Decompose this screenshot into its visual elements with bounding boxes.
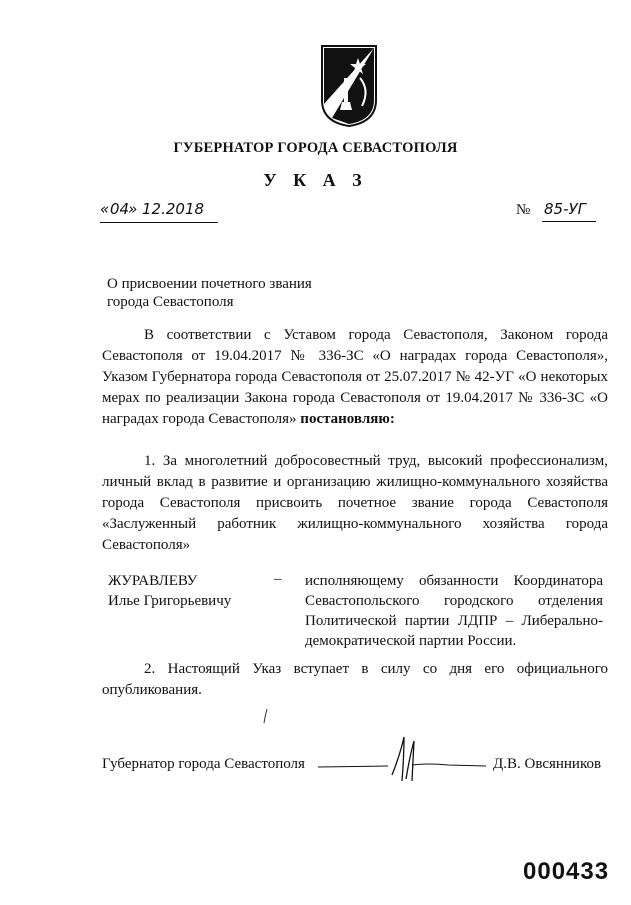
signatory-title: Губернатор города Севастополя: [102, 756, 305, 772]
awardee-role: исполняющему обязанности Координатора Севастопольского городского отделения Политической партии ЛДПР – Либерально-демократической партии России.: [305, 573, 603, 649]
preamble-text: В соответствии с Уставом города Севастополя, Законом города Севастополя от 19.04.2017 № 336-ЗС «О наградах города Севастополя», Указом Губернатора города Севастополя от 25.07.2017 № 42-УГ «О некоторых мерах по реализации Закона города Севастополя от 19.04.2017 № 336-ЗС «О наградах города Севастополя»: [102, 327, 608, 427]
form-serial-number: 000433: [523, 858, 610, 885]
preamble-paragraph: [102, 325, 608, 430]
number-value: 85-УГ: [544, 200, 586, 218]
awardee-dash: –: [274, 571, 282, 587]
document-number: [516, 200, 596, 222]
date-open-quote: «: [100, 200, 110, 218]
awardee-name: [108, 571, 231, 611]
issuer-title: ГУБЕРНАТОР ГОРОДА СЕВАСТОПОЛЯ: [173, 140, 458, 156]
subject-line-2: города Севастополя: [107, 294, 234, 310]
subject-line-1: О присвоении почетного звания: [107, 276, 312, 292]
document-subject: [107, 275, 312, 311]
preamble-decree-word: постановляю:: [300, 411, 395, 427]
awardee-surname: ЖУРАВЛЕВУ: [108, 573, 198, 589]
date-day: 04: [110, 200, 130, 218]
item-2-paragraph: 2. Настоящий Указ вступает в силу со дня его официального опубликования.: [102, 661, 608, 698]
date-close-quote: »: [128, 200, 138, 218]
awardee-given-name: Илье Григорьевичу: [108, 593, 232, 609]
date-month-year: 12.2018: [142, 200, 205, 218]
number-prefix: №: [516, 202, 531, 218]
document-date: [100, 200, 218, 223]
document-type: У К А З: [263, 170, 368, 190]
item-1-paragraph: 1. За многолетний добросовестный труд, высокий профессионализм, личный вклад в развитие и организацию жилищно-коммунального хозяйства города Севастополя присвоить почетное звание города Севастополя «Заслуженный работник жилищно-коммунального хозяйства города Севастополя»: [102, 453, 608, 553]
coat-of-arms-icon: [320, 44, 378, 128]
signatory-name: Д.В. Овсянников: [493, 756, 602, 772]
pen-mark-icon: [262, 708, 270, 724]
handwritten-signature-icon: [318, 735, 488, 785]
